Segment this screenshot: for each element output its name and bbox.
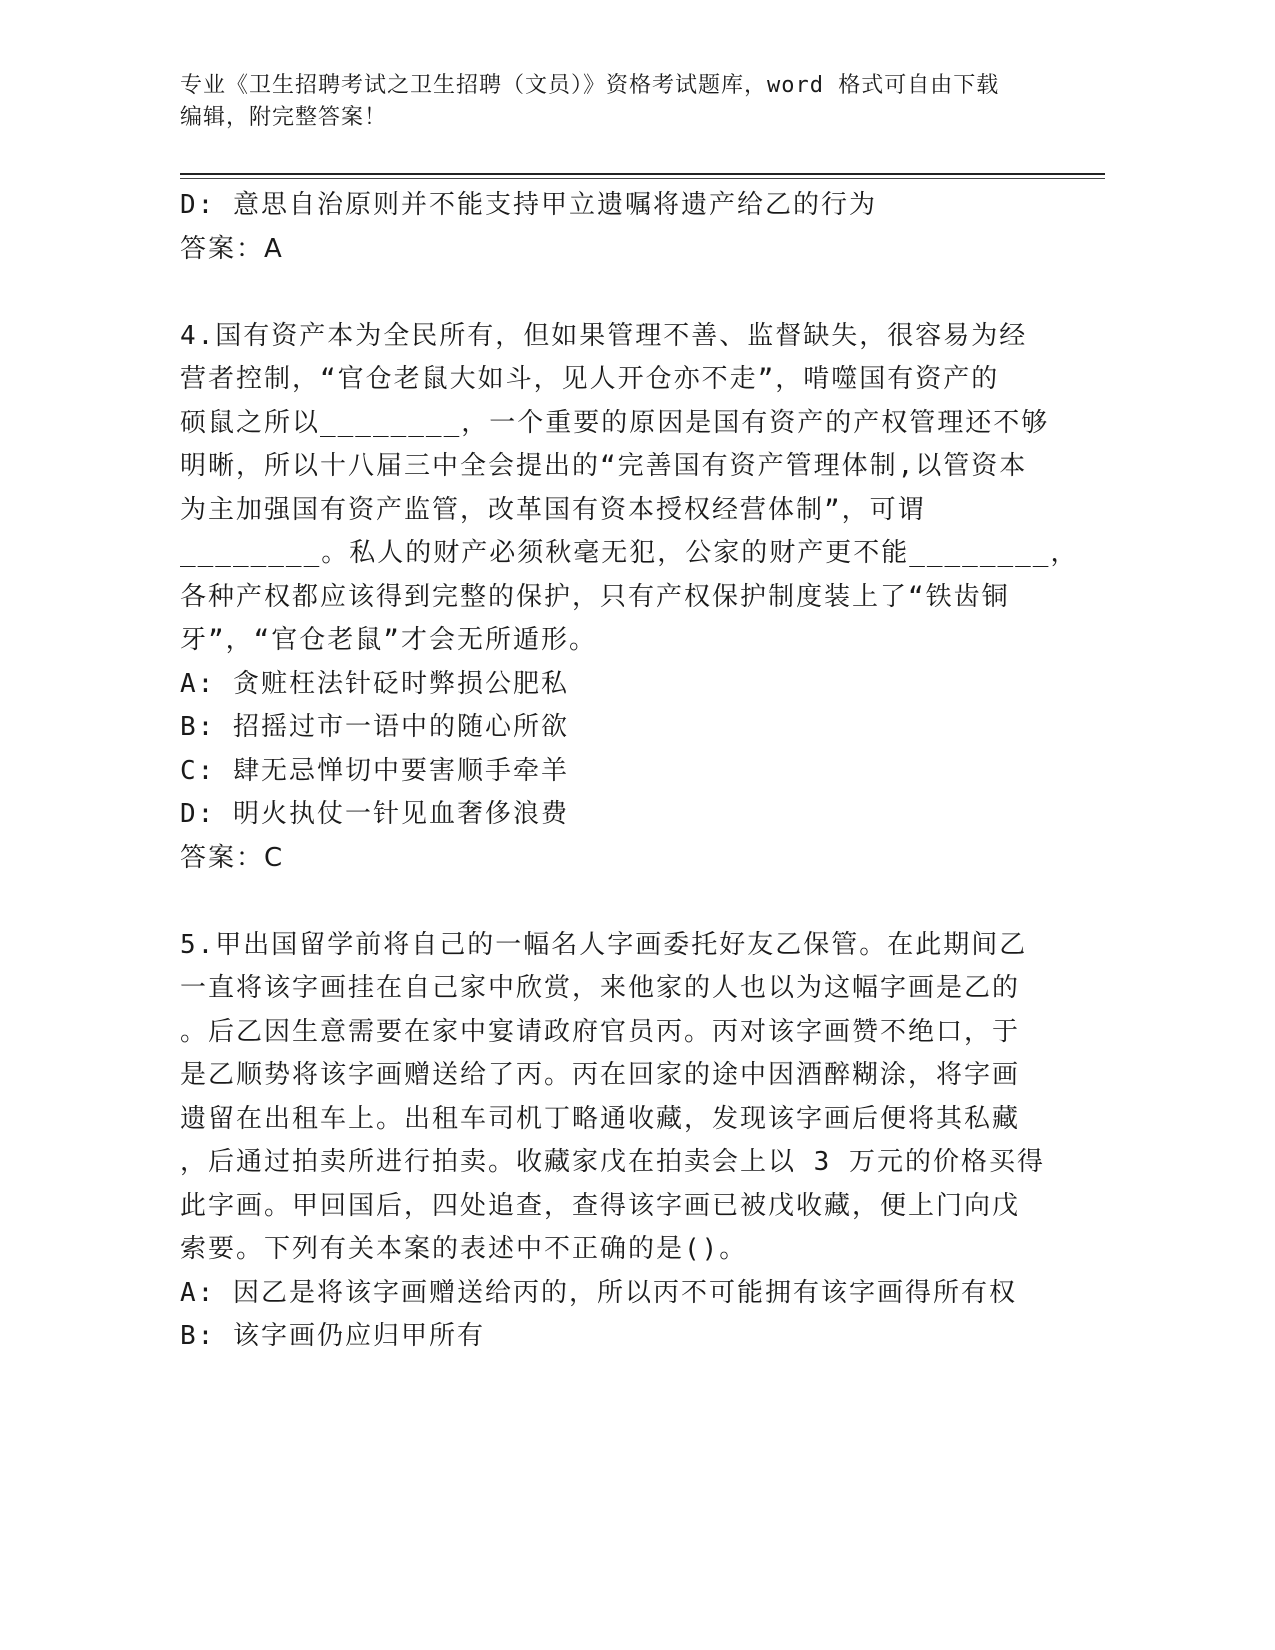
q5-option-a: A: 因乙是将该字画赠送给丙的，所以丙不可能拥有该字画得所有权: [180, 1277, 1017, 1308]
q4-text-line: 牙”，“官仓老鼠”才会无所遁形。: [180, 625, 597, 655]
q5-text-line: 此字画。甲回国后，四处追查，查得该字画已被戊收藏，便上门向戊: [180, 1190, 1021, 1221]
q4-text-line: 为主加强国有资产监管，改革国有资本授权经营体制”，可谓: [180, 494, 926, 525]
document-body: [180, 184, 1079, 1359]
header-divider-thick: [180, 173, 1105, 175]
q4-option-a: A: 贪赃枉法针砭时弊损公肥私: [180, 668, 569, 699]
q4-answer: 答案：C: [180, 842, 285, 873]
q5-text-line: ，后通过拍卖所进行拍卖。收藏家戊在拍卖会上以 3 万元的价格买得: [180, 1147, 1045, 1177]
q4-text-line: 硕鼠之所以________，一个重要的原因是国有资产的产权管理还不够: [180, 407, 1050, 438]
header-line-1: 专业《卫生招聘考试之卫生招聘（文员）》资格考试题库，word 格式可自由下载: [180, 73, 1000, 98]
q4-option-d: D: 明火执仗一针见血奢侈浪费: [180, 799, 569, 829]
q4-text-line: 4.国有资产本为全民所有，但如果管理不善、监督缺失，很容易为经: [180, 320, 1028, 351]
q3-option-d: D: 意思自治原则并不能支持甲立遗嘱将遗产给乙的行为: [180, 190, 877, 220]
spacer: [180, 880, 1030, 924]
question-4: [180, 315, 1079, 881]
q5-option-b: B: 该字画仍应归甲所有: [180, 1321, 485, 1351]
q5-text-line: 。后乙因生意需要在家中宴请政府官员丙。丙对该字画赞不绝口，于: [180, 1016, 1021, 1047]
q4-text-line: 营者控制，“官仓老鼠大如斗，见人开仓亦不走”，啃噬国有资产的: [180, 364, 1000, 394]
header-divider-thin: [180, 178, 1105, 179]
q5-text-line: 索要。下列有关本案的表述中不正确的是()。: [180, 1234, 748, 1264]
q4-text-line: 各种产权都应该得到完整的保护，只有产权保护制度装上了“铁齿铜: [180, 581, 1010, 612]
q5-text-line: 遗留在出租车上。出租车司机丁略通收藏，发现该字画后便将其私藏: [180, 1103, 1021, 1134]
q5-text-line: 一直将该字画挂在自己家中欣赏，来他家的人也以为这幅字画是乙的: [180, 973, 1021, 1003]
document-header: [180, 70, 1040, 134]
q5-text-line: 是乙顺势将该字画赠送给了丙。丙在回家的途中因酒醉糊涂，将字画: [180, 1060, 1021, 1090]
question-5: [180, 924, 1045, 1359]
spacer: [180, 271, 1030, 315]
q4-option-c: C: 肆无忌惮切中要害顺手牵羊: [180, 755, 569, 786]
q4-option-b: B: 招摇过市一语中的随心所欲: [180, 712, 569, 742]
q4-text-line: 明晰，所以十八届三中全会提出的“完善国有资产管理体制,以管资本: [180, 451, 1028, 481]
header-line-2: 编辑，附完整答案！: [180, 105, 388, 130]
q4-text-line: ________。私人的财产必须秋毫无犯，公家的财产更不能________，: [180, 538, 1079, 568]
q5-text-line: 5.甲出国留学前将自己的一幅名人字画委托好友乙保管。在此期间乙: [180, 929, 1028, 960]
q3-answer: 答案：A: [180, 233, 284, 264]
